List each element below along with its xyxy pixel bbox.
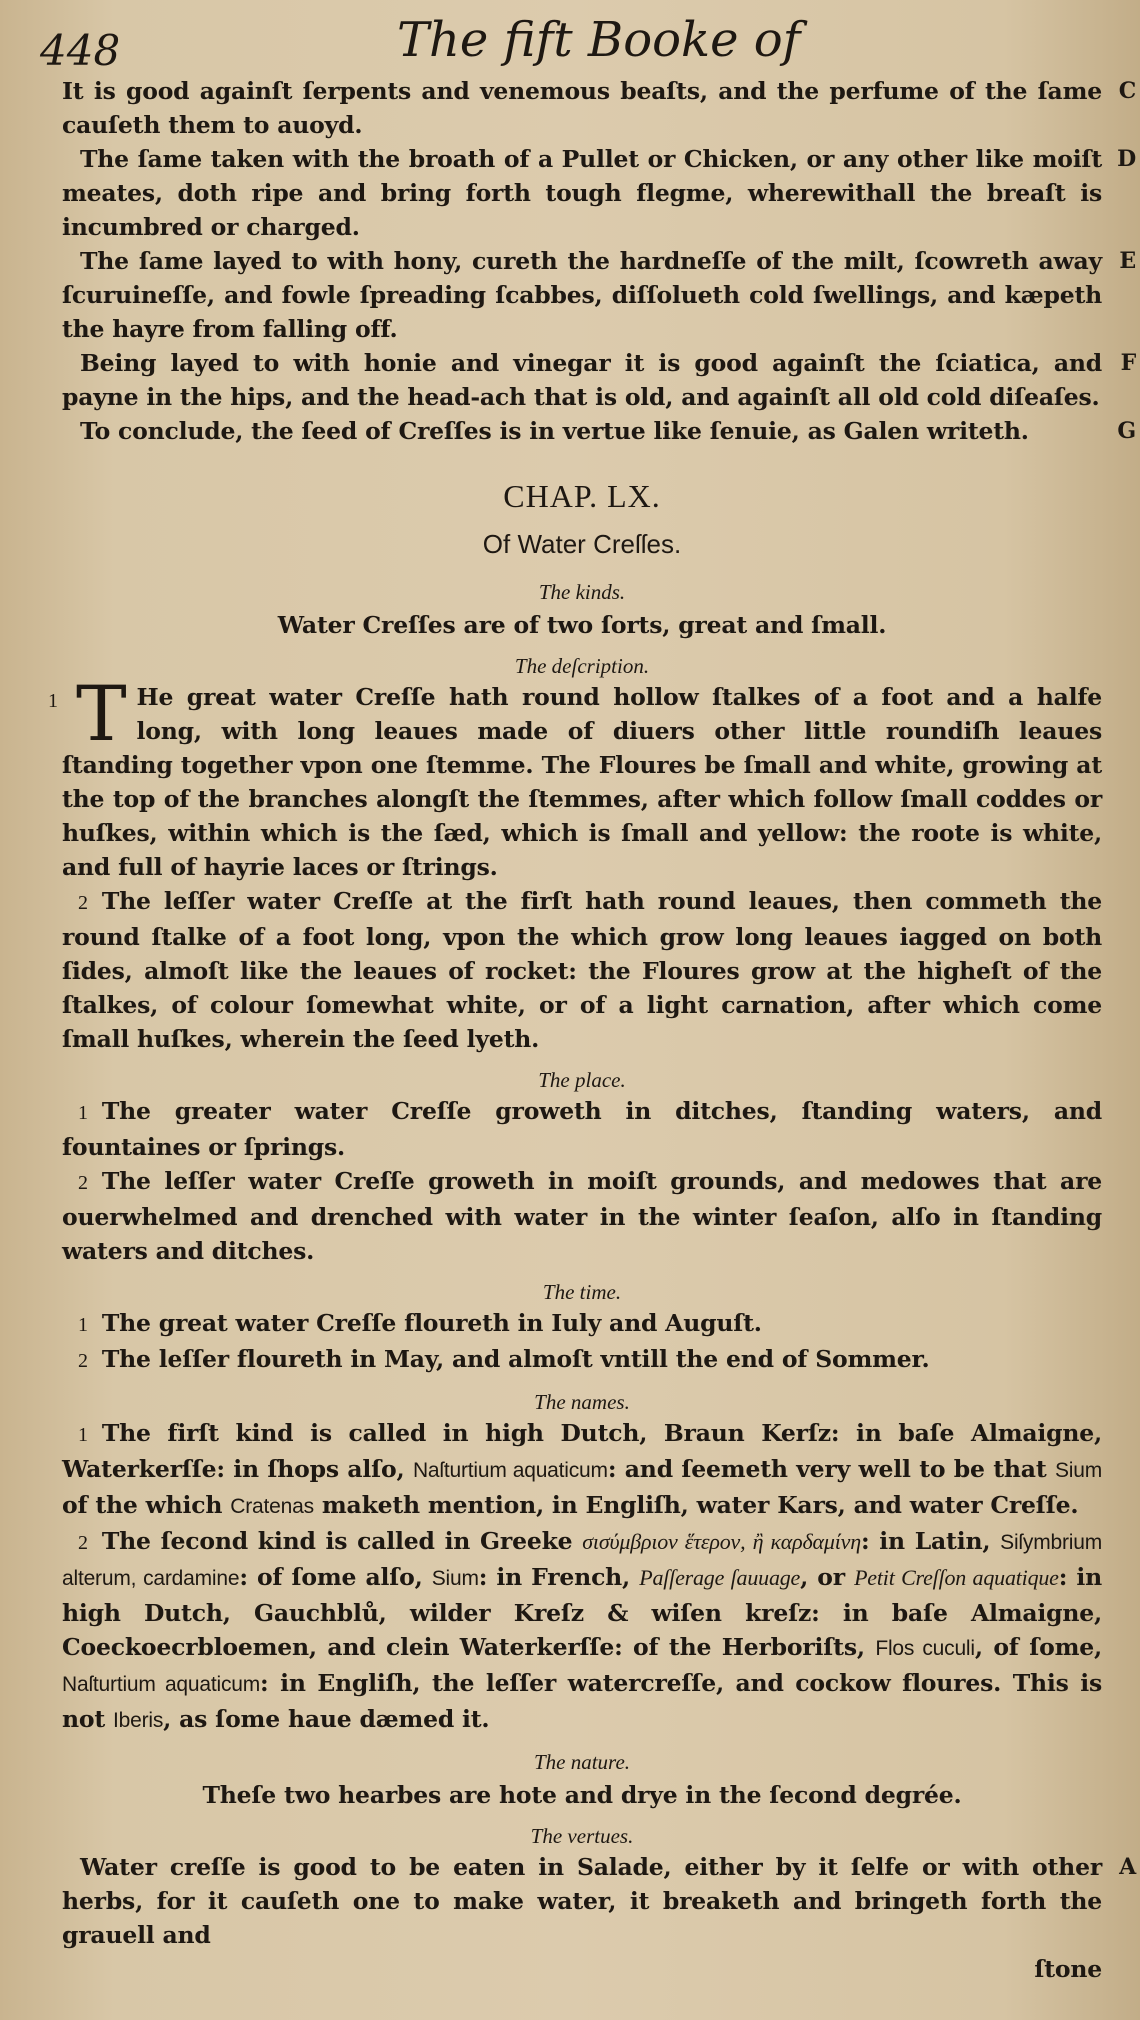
intro-paragraph-text: Being layed to with honie and vinegar it is good againſt the ſciatica, and payne in the hips, and the head-ach that is old, and againſt all old cold diſeaſes. [62,349,1102,411]
margin-letter: D [1117,146,1136,172]
intro-paragraph-5 [62,414,1136,448]
place-item-2 [62,1164,1102,1268]
names-text: : in Latin, [860,1527,1001,1555]
section-heading-vertues: The vertues. [530,1824,634,1848]
section-heading-names: The names. [534,1390,630,1414]
names-text: : in French, [478,1563,640,1591]
intro-paragraph-1 [62,74,1136,142]
latin-name: Siſymbrium alterum, cardamine [62,1531,1102,1590]
names-section [62,1416,1102,1738]
running-title: The fift Booke of [397,12,801,68]
names-text: : and ſeemeth very well to be that [607,1455,1055,1483]
margin-letter: C [1118,78,1136,104]
names-text: of the which [62,1491,231,1519]
latin-name: Naſturtium aquaticum [62,1673,261,1696]
running-head [40,0,1102,75]
margin-letter: G [1117,418,1136,444]
place-section [62,1094,1102,1268]
time-item-text: The leſſer floureth in May, and almoſt vntill the end of Sommer. [101,1345,930,1373]
latin-name: Sium [1054,1459,1102,1482]
item-number: 2 [78,1172,88,1194]
margin-letter: A [1119,1854,1136,1880]
names-text: , as ſome haue dæmed it. [163,1705,490,1733]
description-item-text: He great water Creſſe hath round hollow ſtalkes of a foot and a halfe long, with long leaues made of diuers other little roundiſh leaues ſtanding together vpon one ſtemme. The Floures be ſmall and white, growing at the top of the branches alongſt the ſtemmes, after which follow ſmall coddes or huſkes, within which is the ſæd, which is ſmall and yellow: the roote is white, and full of hayrie laces or ſtrings. [62,683,1102,881]
french-name: Paſſerage ſauuage [639,1565,801,1590]
place-item-text: The greater water Creſſe groweth in ditches, ſtanding waters, and fountaines or ſprings. [62,1097,1102,1161]
names-item-2 [62,1524,1102,1738]
description-item-text: The leſſer water Creſſe at the firſt hath round leaues, then commeth the round ſtalke of a foot long, vpon the which grow long leaues iagged on both ſides, almoſt like the leaues of rocket: the Floures grow at the higheſt of the ſtalkes, of colour ſomewhat white, or of a light carnation, after which come ſmall huſkes, wherein the ſeed lyeth. [62,887,1102,1053]
page-number: 448 [40,26,121,75]
latin-name: Flos cuculi [875,1637,975,1660]
time-item-1 [62,1306,1102,1342]
intro-paragraph-text: The ſame layed to with hony, cureth the hardneſſe of the milt, ſcowreth away ſcuruineſſe, and fowle ſpreading ſcabbes, diſſolueth cold ſwellings, and kæpeth the hayre from falling off. [62,247,1102,343]
chapter-heading: CHAP. LX. [503,478,661,514]
names-item-1 [62,1416,1102,1524]
intro-section [62,74,1136,448]
description-item-2 [62,884,1102,1056]
intro-paragraph-text: It is good againſt ſerpents and venemous beaſts, and the perfume of the ſame cauſeth them to auoyd. [62,77,1102,139]
names-text: : in Engliſh, the leſſer watercreſſe, and cockow floures. This is not [62,1669,1102,1733]
item-number: 2 [78,892,88,914]
section-heading-description: The deſcription. [514,654,650,678]
margin-letter: E [1119,248,1136,274]
latin-name: Iberis [113,1709,164,1732]
section-heading-kinds: The kinds. [538,580,626,604]
item-number: 1 [78,1102,88,1124]
time-item-2 [62,1342,1102,1378]
intro-paragraph-2 [62,142,1136,244]
intro-paragraph-3 [62,244,1136,346]
chapter-title: Of Water Creſſes. [482,529,682,559]
drop-cap: T [76,669,127,758]
vertues-section [62,1850,1136,1986]
intro-paragraph-4 [62,346,1136,414]
greek-name: σισύμβριον ἕτερον, ἢ καρδαμίνη [582,1529,861,1554]
item-number: 1 [78,1314,88,1336]
description-section [48,669,1102,1056]
place-item-text: The leſſer water Creſſe groweth in moiſt grounds, and medowes that are ouerwhelmed and drenched with water in the winter ſeaſon, alſo in ſtanding waters and ditches. [62,1167,1102,1265]
names-text: : in high Dutch, Gauchblů, wilder Kreſz & wiſen kreſz: in baſe Almaigne, Coeckoecrbloemen, and clein Waterkerſſe: of the Herboriſts, [62,1563,1102,1661]
margin-letter: F [1120,350,1136,376]
names-text: The firſt kind is called in high Dutch, Braun Kerſz: in baſe Almaigne, Waterkerſſe: in ſhops alſo, [62,1419,1102,1483]
names-text: , of ſome, [974,1633,1102,1661]
catchword: ſtone [1034,1955,1102,1983]
item-number: 2 [78,1532,88,1554]
vertues-paragraph [62,1850,1136,1952]
place-item-1 [62,1094,1102,1164]
kinds-text: Water Creſſes are of two ſorts, great and ſmall. [277,611,887,639]
item-number: 2 [78,1350,88,1372]
time-item-text: The great water Creſſe floureth in Iuly and Auguſt. [101,1309,762,1337]
section-heading-nature: The nature. [533,1750,631,1774]
item-number: 1 [48,690,58,712]
latin-name: Naſturtium aquaticum [412,1459,608,1482]
names-text: , or [800,1563,855,1591]
names-text: maketh mention, in Engliſh, water Kars, and water Creſſe. [313,1491,1079,1519]
french-name: Petit Creſſon aquatique [854,1565,1059,1590]
author-name: Cratenas [230,1495,314,1518]
vertues-text: Water creſſe is good to be eaten in Salade, either by it ſelfe or with other herbs, for it cauſeth one to make water, it breaketh and bringeth forth the grauell and [62,1853,1102,1949]
section-heading-place: The place. [538,1068,626,1092]
section-heading-time: The time. [542,1280,622,1304]
names-text: : of ſome alſo, [239,1563,432,1591]
time-section [62,1306,1102,1378]
nature-text: Theſe two hearbes are hote and drye in the ſecond degrée. [202,1781,962,1809]
item-number: 1 [78,1424,88,1446]
intro-paragraph-text: The ſame taken with the broath of a Pullet or Chicken, or any other like moiſt meates, doth ripe and bring forth tough flegme, wherewithall the breaſt is incumbred or charged. [62,145,1102,241]
description-item-1 [48,669,1102,884]
intro-paragraph-text: To conclude, the ſeed of Creſſes is in vertue like ſenuie, as Galen writeth. [80,417,1029,445]
latin-name: Sium [431,1567,479,1590]
names-text: The ſecond kind is called in Greeke [101,1527,583,1555]
